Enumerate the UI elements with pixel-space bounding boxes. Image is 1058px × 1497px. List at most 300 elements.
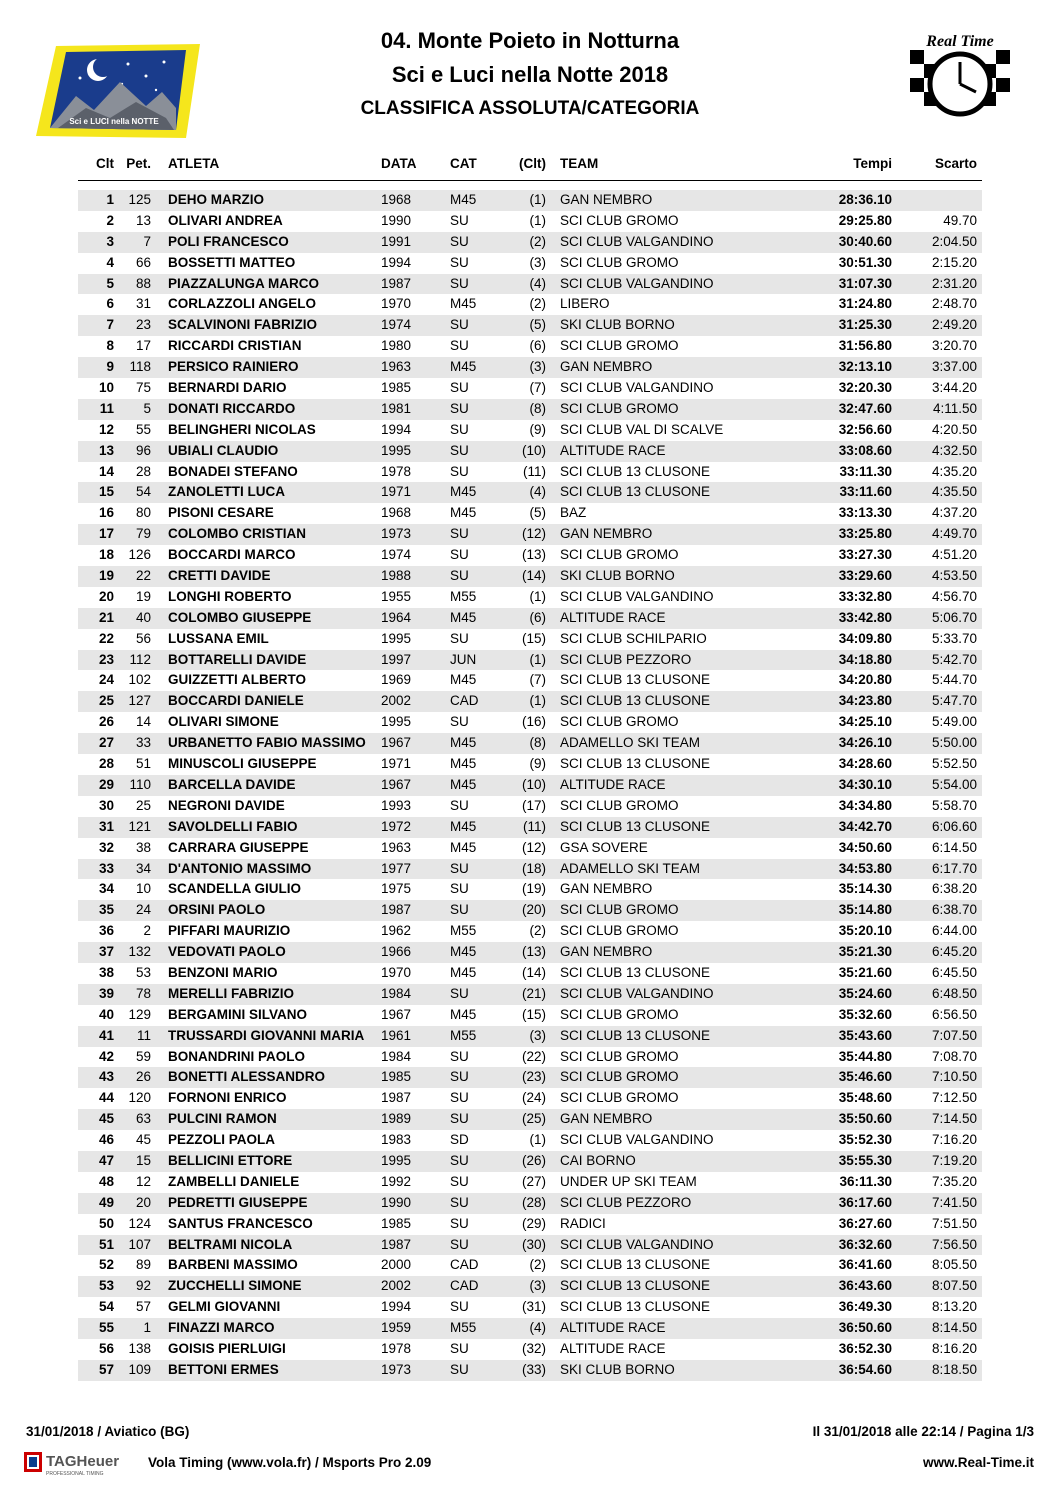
table-row [78,1088,982,1109]
table-row [78,1255,982,1276]
rank-position: 28 [98,756,114,772]
team-name: SCI CLUB 13 CLUSONE [560,672,711,688]
category-rank: (1) [529,212,546,228]
category: M45 [450,609,477,625]
category: SU [450,1048,469,1064]
athlete-name: PEZZOLI PAOLA [168,1132,275,1148]
bib-number: 124 [128,1215,151,1231]
rank-position: 32 [98,839,114,855]
event-logo [36,44,200,138]
bib-number: 23 [135,317,151,333]
birth-year: 1975 [381,881,412,897]
rank-position: 24 [98,672,114,688]
category-rank: (4) [529,484,546,500]
category: CAD [450,693,479,709]
category-rank: (3) [529,254,546,270]
bib-number: 15 [135,1152,151,1168]
table-row [78,691,982,712]
time-gap: 2:49.20 [931,317,977,333]
table-row [78,1005,982,1026]
table-row [78,1026,982,1047]
athlete-name: DEHO MARZIO [168,192,264,207]
bib-number: 34 [135,860,151,876]
finish-time: 33:25.80 [838,526,892,542]
time-gap: 3:44.20 [931,380,977,396]
footer-website: www.Real-Time.it [922,1455,1034,1470]
category: SU [450,442,469,458]
finish-time: 34:26.10 [838,735,892,751]
table-row [78,274,982,295]
table-row [78,336,982,357]
col-athlete: ATLETA [168,156,220,171]
rank-position: 6 [106,296,114,312]
time-gap: 4:20.50 [931,421,977,437]
bib-number: 33 [135,735,151,751]
rank-position: 40 [98,1006,114,1022]
finish-time: 34:50.60 [838,839,892,855]
footer-date-place: 31/01/2018 / Aviatico (BG) [26,1424,190,1439]
finish-time: 31:07.30 [838,275,892,291]
col-clt: Clt [96,156,114,171]
category-rank: (14) [521,568,546,584]
bib-number: 31 [135,296,151,312]
athlete-name: BELLICINI ETTORE [168,1152,293,1168]
table-row [78,190,982,211]
time-gap: 7:07.50 [931,1027,977,1043]
bib-number: 56 [135,630,151,646]
rank-position: 27 [98,735,114,751]
category-rank: (9) [529,756,546,772]
athlete-name: ZUCCHELLI SIMONE [168,1278,302,1294]
athlete-name: UBIALI CLAUDIO [168,442,279,458]
finish-time: 31:24.80 [838,296,892,312]
team-name: SCI CLUB GROMO [560,1048,679,1064]
birth-year: 1967 [381,735,412,751]
category-rank: (7) [529,672,546,688]
rank-position: 26 [98,714,114,730]
rank-position: 41 [98,1027,114,1043]
rank-position: 17 [98,526,114,542]
time-gap: 6:48.50 [931,985,977,1001]
finish-time: 34:20.80 [838,672,892,688]
team-name: LIBERO [560,296,610,312]
bib-number: 75 [135,380,151,396]
time-gap: 7:12.50 [931,1090,977,1106]
logo-right-text: Real Time [926,33,994,50]
event-title: 04. Monte Poieto in Notturna [380,28,680,53]
category-rank: (8) [529,400,546,416]
table-row [78,921,982,942]
category: SU [450,317,469,333]
category: M55 [450,1027,477,1043]
category: SU [450,1090,469,1106]
athlete-name: PIFFARI MAURIZIO [168,923,291,939]
team-name: SCI CLUB 13 CLUSONE [560,1278,711,1294]
athlete-name: COLOMBO CRISTIAN [168,526,306,542]
rank-position: 15 [98,484,114,500]
table-row [78,524,982,545]
finish-time: 33:13.30 [838,505,892,521]
birth-year: 1987 [381,1236,412,1252]
athlete-name: DONATI RICCARDO [168,400,296,416]
birth-year: 1977 [381,860,412,876]
category-rank: (31) [521,1299,546,1315]
athlete-name: GOISIS PIERLUIGI [168,1340,286,1356]
team-name: SCI CLUB VALGANDINO [560,275,714,291]
category: SU [450,1340,469,1356]
finish-time: 32:13.10 [838,359,892,375]
birth-year: 1978 [381,1340,412,1356]
time-gap: 7:10.50 [931,1069,977,1085]
table-row [78,859,982,880]
time-gap: 6:38.20 [931,881,977,897]
time-gap: 6:14.50 [931,839,977,855]
athlete-name: ZAMBELLI DANIELE [168,1173,300,1189]
footer-software: Vola Timing (www.vola.fr) / Msports Pro 2.09 [148,1455,432,1470]
birth-year: 1963 [381,359,412,375]
birth-year: 1980 [381,338,412,354]
table-row [78,942,982,963]
rank-position: 39 [98,985,114,1001]
category: SU [450,400,469,416]
team-name: SCI CLUB 13 CLUSONE [560,693,711,709]
birth-year: 1994 [381,254,412,270]
category: SU [450,463,469,479]
category: SU [450,254,469,270]
athlete-name: BOCCARDI DANIELE [168,693,304,709]
birth-year: 1978 [381,463,412,479]
birth-year: 1995 [381,442,412,458]
finish-time: 33:42.80 [838,609,892,625]
birth-year: 1995 [381,1152,412,1168]
athlete-name: FINAZZI MARCO [168,1320,275,1336]
time-gap: 5:49.00 [931,714,977,730]
birth-year: 1995 [381,630,412,646]
rank-position: 36 [98,923,114,939]
table-row [78,754,982,775]
finish-time: 35:14.80 [838,902,892,918]
category-rank: (27) [521,1173,546,1189]
birth-year: 1968 [381,505,412,521]
category: SU [450,1173,469,1189]
athlete-name: CRETTI DAVIDE [168,568,271,584]
category-rank: (28) [521,1194,546,1210]
rank-position: 5 [106,275,114,291]
team-name: SCI CLUB VALGANDINO [560,985,714,1001]
birth-year: 1971 [381,756,412,772]
bib-number: 66 [135,254,151,270]
athlete-name: RICCARDI CRISTIAN [168,338,302,354]
rank-position: 56 [98,1340,114,1356]
table-row [78,315,982,336]
time-gap: 5:44.70 [931,672,977,688]
col-team: TEAM [560,156,599,171]
birth-year: 1971 [381,484,412,500]
category: SU [450,526,469,542]
rank-position: 54 [98,1299,114,1315]
time-gap: 7:56.50 [931,1236,977,1252]
finish-time: 36:11.30 [839,1173,892,1189]
finish-time: 29:25.80 [838,212,892,228]
finish-time: 36:49.30 [838,1299,892,1315]
team-name: SCI CLUB VALGANDINO [560,588,714,604]
athlete-name: SCALVINONI FABRIZIO [168,317,318,333]
rank-position: 7 [106,317,114,333]
athlete-name: NEGRONI DAVIDE [168,797,285,813]
category-rank: (30) [521,1236,546,1252]
table-row [78,775,982,796]
rank-position: 20 [98,588,114,604]
bib-number: 59 [135,1048,151,1064]
table-row [78,712,982,733]
category-rank: (2) [529,296,546,312]
finish-time: 35:52.30 [838,1132,892,1148]
bib-number: 121 [128,818,151,834]
birth-year: 1973 [381,526,412,542]
bib-number: 11 [136,1027,151,1043]
finish-time: 35:21.60 [838,964,892,980]
category-rank: (12) [521,526,546,542]
finish-time: 36:50.60 [838,1320,892,1336]
rank-position: 9 [106,359,114,375]
time-gap: 5:42.70 [931,651,977,667]
rank-position: 52 [98,1257,114,1273]
category: M45 [450,839,477,855]
col-time: Tempi [853,156,892,171]
finish-time: 35:14.30 [838,881,892,897]
table-row [78,253,982,274]
time-gap: 6:44.00 [931,923,977,939]
bib-number: 14 [135,714,151,730]
team-name: SCI CLUB PEZZORO [560,651,692,667]
category: SU [450,338,469,354]
rank-position: 19 [98,568,114,584]
birth-year: 1987 [381,275,412,291]
athlete-name: SCANDELLA GIULIO [168,881,301,897]
brand-text: TAGHeuer [46,1453,120,1470]
team-name: SCI CLUB GROMO [560,1006,679,1022]
rank-position: 47 [98,1152,114,1168]
team-name: SCI CLUB VAL DI SCALVE [560,421,724,437]
table-row [78,1214,982,1235]
time-gap: 8:13.20 [931,1299,977,1315]
time-gap: 5:54.00 [931,776,977,792]
category-rank: (10) [521,442,546,458]
finish-time: 35:46.60 [838,1069,892,1085]
time-gap: 2:15.20 [931,254,977,270]
athlete-name: COLOMBO GIUSEPPE [168,609,312,625]
rank-position: 49 [98,1194,114,1210]
birth-year: 1963 [381,839,412,855]
finish-time: 34:18.80 [838,651,892,667]
finish-time: 34:23.80 [838,693,892,709]
category: M45 [450,756,477,772]
table-row [78,879,982,900]
birth-year: 1968 [381,192,412,207]
table-row [78,232,982,253]
team-name: SCI CLUB GROMO [560,923,679,939]
rank-position: 3 [106,233,114,249]
category-rank: (3) [529,359,546,375]
category-rank: (15) [521,630,546,646]
rank-position: 1 [106,192,114,207]
category: SU [450,547,469,563]
athlete-name: BOTTARELLI DAVIDE [168,651,307,667]
rank-position: 33 [98,860,114,876]
table-row [78,441,982,462]
time-gap: 5:33.70 [931,630,977,646]
finish-time: 33:27.30 [838,547,892,563]
table-row [78,503,982,524]
category-rank: (29) [521,1215,546,1231]
team-name: SCI CLUB PEZZORO [560,1194,692,1210]
col-gap: Scarto [934,156,977,171]
finish-time: 34:42.70 [838,818,892,834]
category: SU [450,380,469,396]
table-row [78,1151,982,1172]
athlete-name: PEDRETTI GIUSEPPE [168,1194,308,1210]
team-name: ALTITUDE RACE [560,1320,666,1336]
bib-number: 102 [128,672,151,688]
bib-number: 110 [129,776,151,792]
category-rank: (6) [529,609,546,625]
birth-year: 1988 [381,568,412,584]
rank-position: 42 [98,1048,114,1064]
athlete-name: BONADEI STEFANO [168,463,298,479]
category-rank: (11) [522,463,546,479]
athlete-name: BOSSETTI MATTEO [168,254,296,270]
finish-time: 32:47.60 [838,400,892,416]
col-date: DATA [381,156,417,171]
time-gap: 7:51.50 [931,1215,977,1231]
table-row [78,1339,982,1360]
athlete-name: BELTRAMI NICOLA [168,1236,293,1252]
athlete-name: PULCINI RAMON [168,1111,277,1127]
athlete-name: POLI FRANCESCO [168,233,289,249]
athlete-name: ORSINI PAOLO [168,902,266,918]
birth-year: 1985 [381,1069,412,1085]
time-gap: 6:06.60 [931,818,977,834]
footer-page-info: Il 31/01/2018 alle 22:14 / Pagina 1/3 [812,1424,1034,1439]
category: M45 [450,964,477,980]
category: M45 [450,505,477,521]
table-row [78,900,982,921]
table-row [78,1235,982,1256]
category: M55 [450,588,477,604]
team-name: SCI CLUB 13 CLUSONE [560,1027,711,1043]
table-row [78,482,982,503]
birth-year: 1994 [381,421,412,437]
category-rank: (9) [529,421,546,437]
bib-number: 80 [135,505,151,521]
team-name: SKI CLUB BORNO [560,317,675,333]
team-name: RADICI [560,1215,606,1231]
category: M45 [450,192,477,207]
category-rank: (1) [529,651,546,667]
category-rank: (19) [521,881,546,897]
time-gap: 7:35.20 [931,1173,977,1189]
category: SU [450,630,469,646]
category: M45 [450,359,477,375]
bib-number: 132 [128,944,151,960]
bib-number: 38 [135,839,151,855]
table-row [78,796,982,817]
category: SU [450,1299,469,1315]
table-row [78,545,982,566]
rank-position: 10 [98,380,114,396]
table-row [78,566,982,587]
category-rank: (12) [521,839,546,855]
team-name: SCI CLUB SCHILPARIO [560,630,707,646]
bib-number: 88 [135,275,151,291]
category: M45 [450,776,477,792]
bib-number: 51 [135,756,151,772]
table-row [78,211,982,232]
time-gap: 4:35.20 [931,463,977,479]
finish-time: 34:28.60 [838,756,892,772]
finish-time: 36:27.60 [838,1215,892,1231]
category: M45 [450,484,477,500]
time-gap: 2:04.50 [931,233,977,249]
time-gap: 5:06.70 [931,609,977,625]
birth-year: 1984 [381,1048,412,1064]
birth-year: 2002 [381,1278,412,1294]
team-name: SCI CLUB GROMO [560,902,679,918]
col-pet: Pet. [126,156,151,171]
table-row [78,378,982,399]
time-gap: 2:48.70 [931,296,977,312]
col-rank: (Clt) [519,156,546,171]
category-rank: (2) [529,1257,546,1273]
rank-position: 22 [98,630,114,646]
team-name: SCI CLUB GROMO [560,714,679,730]
team-name: SCI CLUB VALGANDINO [560,233,714,249]
birth-year: 1997 [381,651,412,667]
rank-position: 35 [98,902,114,918]
table-row [78,984,982,1005]
time-gap: 8:07.50 [931,1278,977,1294]
finish-time: 33:11.60 [839,484,892,500]
category-rank: (20) [521,902,546,918]
category-rank: (1) [529,693,546,709]
category: SU [450,985,469,1001]
category: SU [450,233,469,249]
athlete-name: CARRARA GIUSEPPE [168,839,309,855]
bib-number: 24 [135,902,151,918]
team-name: SCI CLUB VALGANDINO [560,1236,714,1252]
brand-sub-text: PROFESSIONAL TIMING [46,1471,104,1476]
bib-number: 22 [135,568,151,584]
table-row [78,608,982,629]
rank-position: 23 [98,651,114,667]
rank-position: 48 [98,1173,114,1189]
time-gap: 5:47.70 [931,693,977,709]
birth-year: 1991 [381,233,412,249]
time-gap: 5:58.70 [931,797,977,813]
finish-time: 30:51.30 [838,254,892,270]
rank-position: 44 [98,1090,114,1106]
team-name: SCI CLUB 13 CLUSONE [560,484,711,500]
team-name: SCI CLUB GROMO [560,212,679,228]
finish-time: 36:32.60 [838,1236,892,1252]
bib-number: 118 [129,359,151,375]
time-gap: 4:11.50 [932,400,977,416]
category-rank: (5) [529,505,546,521]
table-row [78,817,982,838]
table-row [78,629,982,650]
birth-year: 1987 [381,902,412,918]
category-rank: (3) [529,1027,546,1043]
